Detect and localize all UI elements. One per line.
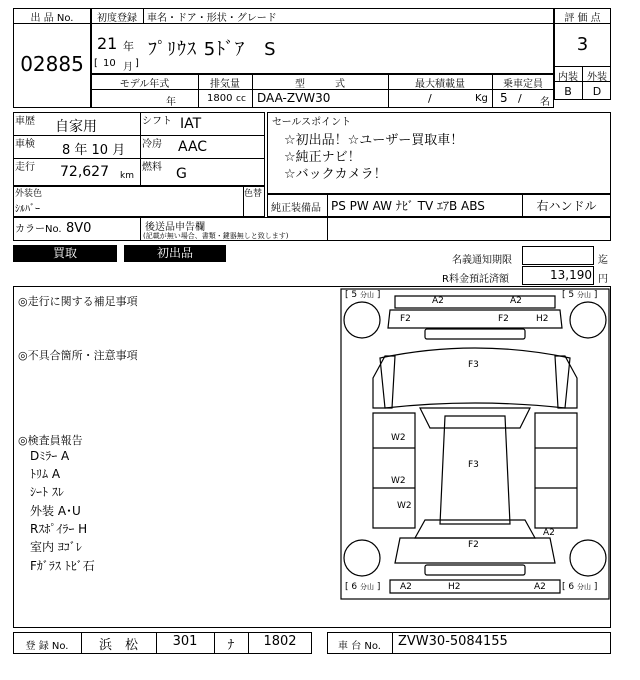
chassis-label: 車 台 No. bbox=[338, 641, 381, 652]
tire-front-right-label: [ 5 分山 ] bbox=[562, 290, 598, 300]
rating-score: 3 bbox=[576, 34, 589, 55]
color-value: ｼﾙﾊﾞｰ bbox=[15, 204, 40, 215]
damage-f2-front-mid: F2 bbox=[498, 314, 509, 324]
fuel-label: 燃料 bbox=[142, 162, 162, 173]
sales-point-label: セールスポイント bbox=[272, 117, 352, 128]
post-delivery-label: 後送品申告欄 bbox=[145, 222, 205, 233]
color-box bbox=[13, 186, 265, 217]
car-diagram bbox=[340, 288, 610, 600]
capacity-label: 乗車定員 bbox=[503, 79, 543, 90]
windshield-shape bbox=[420, 408, 530, 428]
recycle-fee-value: 13,190 bbox=[550, 268, 592, 282]
damage-w2-left-upper: W2 bbox=[391, 433, 406, 443]
registration-label: 登 録 No. bbox=[25, 641, 69, 652]
displacement-label: 排気量 bbox=[210, 79, 240, 90]
shift-label: シフト bbox=[142, 116, 172, 127]
right-side-shape bbox=[535, 413, 577, 528]
mileage-unit: km bbox=[120, 171, 134, 181]
registration-area: 浜 松 bbox=[98, 638, 138, 653]
hood-shape bbox=[380, 348, 570, 408]
tire-front-left bbox=[344, 302, 380, 338]
damage-a2-right-rear: A2 bbox=[543, 528, 555, 538]
damage-w2-left-lower: W2 bbox=[397, 501, 412, 511]
damage-a2-rear-right: A2 bbox=[534, 582, 546, 592]
model-year-unit: 年 bbox=[166, 97, 176, 108]
inspector-line-7: Fｶﾞﾗｽ ﾄﾋﾞ石 bbox=[30, 559, 95, 573]
capacity-unit: 名 bbox=[540, 97, 550, 108]
roof-shape bbox=[440, 416, 510, 524]
equipment-value: PS PW AW ﾅﾋﾞ TV ｴｱB ABS bbox=[331, 199, 485, 213]
tire-rear-left bbox=[344, 540, 380, 576]
post-delivery-note: (記載が無い場合、書類・鍵器無しと致します) bbox=[143, 232, 289, 240]
details-box bbox=[13, 112, 265, 186]
name-change-deadline-field bbox=[522, 246, 594, 265]
name-change-deadline-label: 名義通知期限 bbox=[452, 255, 512, 266]
registration-kana: ﾅ bbox=[227, 638, 235, 653]
damage-f2-front-left: F2 bbox=[400, 314, 411, 324]
chassis-value: ZVW30-5084155 bbox=[398, 634, 508, 649]
capacity-value: 5 bbox=[500, 91, 508, 105]
displacement-unit: cc bbox=[236, 94, 246, 104]
defects-notes-label: ◎不具合箇所・注意事項 bbox=[18, 349, 138, 362]
inspector-line-6: 室内 ﾖｺﾞﾚ bbox=[30, 540, 82, 554]
damage-a2-front-right: A2 bbox=[510, 296, 522, 306]
inspector-report-label: ◎検査員報告 bbox=[18, 434, 83, 447]
registration-year: 21 bbox=[97, 34, 118, 53]
model-year-label: モデル年式 bbox=[119, 79, 170, 90]
inspection-value: 8 年 10 月 bbox=[62, 143, 126, 158]
inspector-line-4: 外装 A･U bbox=[30, 504, 81, 518]
registration-number: 1802 bbox=[263, 634, 297, 649]
tire-rear-right bbox=[570, 540, 606, 576]
first-registration-label: 初度登録 bbox=[97, 13, 137, 24]
interior-grade: B bbox=[564, 85, 572, 98]
registration-month: 10 bbox=[103, 58, 116, 69]
tire-front-left-label: [ 5 分山 ] bbox=[345, 290, 381, 300]
damage-f2-trunk: F2 bbox=[468, 540, 479, 550]
damage-a2-front-left: A2 bbox=[432, 296, 444, 306]
ac-label: 冷房 bbox=[142, 139, 162, 150]
type-value: DAA-ZVW30 bbox=[257, 91, 331, 105]
inspector-line-1: Dﾐﾗｰ A bbox=[30, 449, 70, 463]
registration-month-close: ] bbox=[135, 58, 139, 69]
exterior-label: 外装 bbox=[587, 72, 607, 83]
color-number-label: カラーNo. bbox=[15, 224, 62, 235]
registration-year-unit: 年 bbox=[123, 40, 134, 53]
max-load-unit: Kg bbox=[475, 93, 488, 104]
exterior-grade: D bbox=[592, 85, 602, 98]
interior-label: 内装 bbox=[558, 72, 578, 83]
shift-value: IAT bbox=[180, 116, 202, 132]
fuel-value: G bbox=[176, 166, 187, 182]
tire-front-right bbox=[570, 302, 606, 338]
front-plate-shape bbox=[425, 329, 525, 339]
name-change-deadline-unit: 迄 bbox=[598, 255, 608, 266]
registration-class: 301 bbox=[172, 634, 198, 649]
rear-window-shape bbox=[415, 520, 535, 538]
max-load-value: / bbox=[428, 92, 432, 105]
recycle-fee-label: R料金預託済額 bbox=[442, 274, 509, 285]
color-number-value: 8V0 bbox=[66, 221, 92, 236]
registration-month-open: [ bbox=[94, 58, 98, 69]
steering-value: 右ハンドル bbox=[536, 199, 597, 213]
displacement-value: 1800 bbox=[207, 93, 233, 104]
damage-a2-rear-left: A2 bbox=[400, 582, 412, 592]
inspector-line-5: Rｽﾎﾟｲﾗｰ H bbox=[30, 522, 88, 536]
max-load-label: 最大積載量 bbox=[415, 79, 465, 90]
sales-point-line-3: ☆バックカメラ！ bbox=[284, 167, 387, 182]
color-change-label: 色替 bbox=[244, 189, 263, 199]
sales-point-line-1: ☆初出品！☆ユーザー買取車！ bbox=[284, 133, 464, 148]
history-label: 車歴 bbox=[15, 116, 35, 127]
tire-rear-left-label: [ 6 分山 ] bbox=[345, 582, 381, 592]
history-value: 自家用 bbox=[55, 119, 97, 135]
lot-number: 02885 bbox=[20, 52, 84, 76]
damage-f3-roof: F3 bbox=[468, 460, 479, 470]
first-listing-badge: 初出品 bbox=[124, 245, 226, 262]
damage-h2-front: H2 bbox=[536, 314, 549, 324]
front-bumper-shape bbox=[395, 296, 555, 308]
registration-month-unit: 月 bbox=[123, 62, 133, 73]
inspector-line-3: ｼｰﾄ ｽﾚ bbox=[30, 485, 64, 499]
damage-f3-hood: F3 bbox=[468, 360, 479, 370]
inspection-label: 車検 bbox=[15, 139, 35, 150]
color-label: 外装色 bbox=[15, 189, 43, 199]
lot-number-label: 出 品 No. bbox=[30, 13, 74, 24]
recycle-fee-unit: 円 bbox=[598, 274, 608, 285]
driving-notes-label: ◎走行に関する補足事項 bbox=[18, 295, 138, 308]
model-grade-label: 車名・ドア・形状・グレード bbox=[147, 13, 277, 24]
color-no-box bbox=[13, 217, 611, 241]
equipment-label: 純正装備品 bbox=[271, 203, 321, 214]
damage-h2-rear: H2 bbox=[448, 582, 461, 592]
capacity-separator: / bbox=[518, 92, 522, 105]
inspector-line-2: ﾄﾘﾑ A bbox=[30, 467, 61, 481]
tire-rear-right-label: [ 6 分山 ] bbox=[562, 582, 598, 592]
buy-badge: 買取 bbox=[13, 245, 117, 262]
mileage-label: 走行 bbox=[15, 162, 35, 173]
rating-label: 評 価 点 bbox=[564, 13, 601, 24]
type-label: 型 式 bbox=[295, 79, 345, 90]
damage-w2-left-mid: W2 bbox=[391, 476, 406, 486]
rear-plate-shape bbox=[425, 565, 525, 575]
sales-point-line-2: ☆純正ナビ！ bbox=[284, 150, 361, 165]
mileage-value: 72,627 bbox=[60, 164, 109, 180]
ac-value: AAC bbox=[178, 139, 208, 155]
car-name: ﾌﾟﾘｳｽ 5ﾄﾞｱ S bbox=[148, 39, 277, 60]
